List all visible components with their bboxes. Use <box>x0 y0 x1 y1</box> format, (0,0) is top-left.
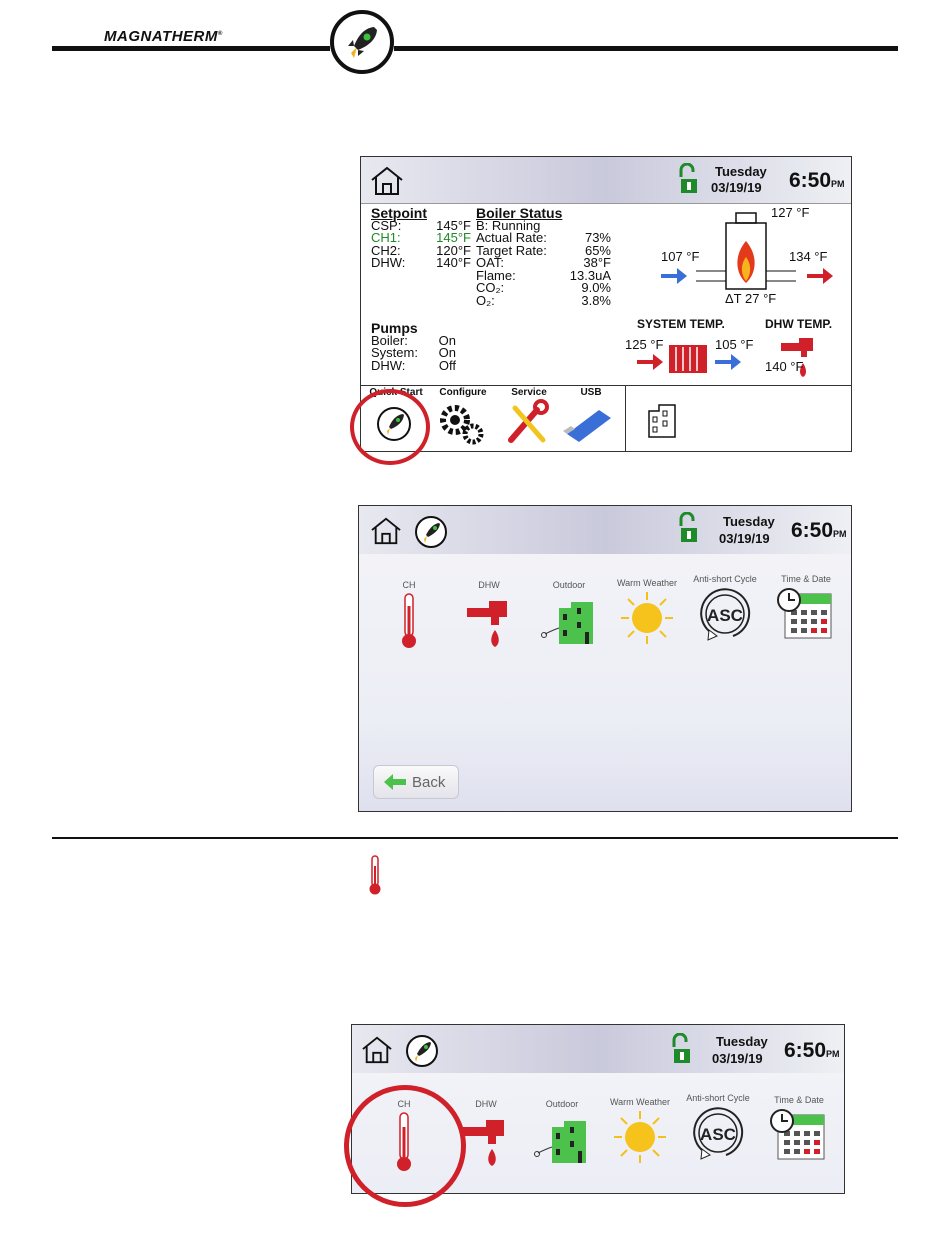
weekday: Tuesday <box>715 164 767 179</box>
pump-row: Boiler: On <box>371 332 456 348</box>
boiler-status-panel <box>476 207 611 307</box>
ch-item-anti-short-cycle[interactable]: Anti-short Cycle ASC <box>686 1093 750 1179</box>
top-temp: 127 °F <box>771 205 810 220</box>
ch-item-dhw[interactable]: DHW <box>456 1099 516 1179</box>
setpoint-title: Setpoint <box>371 205 427 221</box>
brand-logo: MAGNATHERM® <box>104 28 223 45</box>
home-icon[interactable] <box>369 516 403 546</box>
home-icon[interactable] <box>369 165 405 197</box>
menu-usb[interactable]: USB <box>561 387 621 451</box>
system-temp-label: SYSTEM TEMP. <box>637 317 725 331</box>
quick-start-screen <box>358 505 852 812</box>
menu-divider <box>361 385 852 386</box>
date: 03/19/19 <box>712 1051 763 1066</box>
asc-cycle-icon <box>693 584 757 644</box>
unlock-icon[interactable] <box>670 1033 692 1065</box>
ch-item-warm-weather[interactable]: Warm Weather <box>608 1097 672 1179</box>
outdoor-sensor-icon <box>532 1109 592 1169</box>
quickstart-item-warm-weather[interactable]: Warm Weather <box>615 578 679 660</box>
outdoor-sensor-icon <box>539 590 599 650</box>
setpoint-panel <box>371 207 471 270</box>
inlet-temp: 107 °F <box>661 249 700 264</box>
quickstart-item-outdoor[interactable]: Outdoor <box>539 580 599 660</box>
highlight-circle-ch <box>344 1085 466 1207</box>
asc-cycle-icon <box>686 1103 750 1163</box>
back-arrow-icon <box>384 774 406 790</box>
pump-row: System: On <box>371 345 456 360</box>
unlock-icon[interactable] <box>677 163 699 195</box>
setpoint-row: CH2: 120°F <box>371 242 471 258</box>
setpoint-row: CSP: 145°F <box>371 217 471 233</box>
status-row: CO₂: 9.0% <box>476 280 611 295</box>
quickstart-item-ch[interactable]: CH <box>381 580 437 660</box>
asc-label: ASC <box>707 606 743 625</box>
ch-item-ch[interactable]: CH <box>376 1099 432 1179</box>
date: 03/19/19 <box>711 180 762 195</box>
status-top-bar <box>361 157 851 204</box>
dhw-temp-label: DHW TEMP. <box>765 317 833 331</box>
rocket-icon[interactable] <box>404 1033 440 1069</box>
status-row: O₂: 3.8% <box>476 292 611 308</box>
ch-item-time-date[interactable]: Time & Date <box>766 1095 832 1181</box>
section-divider <box>52 837 898 839</box>
boiler-status-title: Boiler Status <box>476 205 563 221</box>
clock: 6:50PM <box>784 1039 840 1062</box>
calendar-clock-icon <box>766 1105 832 1165</box>
setpoint-row: DHW: 140°F <box>371 255 471 270</box>
outlet-temp: 134 °F <box>789 249 828 264</box>
quickstart-item-time-date[interactable]: Time & Date <box>773 574 839 660</box>
delta-temp: ΔT 27 °F <box>725 291 777 306</box>
sun-icon <box>608 1107 672 1167</box>
weekday: Tuesday <box>723 514 775 529</box>
clock: 6:50PM <box>789 169 845 192</box>
quick-start-badge <box>330 10 394 74</box>
status-row: OAT: 38°F <box>476 255 611 270</box>
menu-service[interactable]: Service <box>501 387 557 451</box>
status-screen <box>360 156 852 452</box>
usb-drive-icon <box>561 398 621 448</box>
gears-icon <box>433 398 493 448</box>
back-label: Back <box>412 773 446 791</box>
back-button[interactable] <box>373 765 459 799</box>
menu-configure[interactable]: Configure <box>433 387 493 451</box>
menu-separator <box>625 385 626 452</box>
setpoint-row: CH1: 145°F <box>371 230 471 245</box>
pumps-panel <box>371 322 456 372</box>
quickstart-item-anti-short-cycle[interactable]: Anti-short Cycle ASC <box>693 574 757 660</box>
header-rule-right <box>394 46 898 51</box>
status-row: Actual Rate: 73% <box>476 230 611 245</box>
quickstart-item-dhw[interactable]: DHW <box>461 580 517 660</box>
home-icon[interactable] <box>360 1035 394 1065</box>
asc-label: ASC <box>700 1125 736 1144</box>
status-row: Flame: 13.3uA <box>476 267 611 283</box>
building-icon <box>645 401 679 441</box>
ch-item-outdoor[interactable]: Outdoor <box>532 1099 592 1179</box>
rocket-icon <box>334 14 390 70</box>
clock: 6:50PM <box>791 519 847 542</box>
header-rule-left <box>52 46 330 51</box>
boiler-state: B: Running <box>476 217 541 233</box>
highlight-circle-quick-start <box>350 389 430 465</box>
system-supply-temp: 125 °F <box>625 337 664 352</box>
weekday: Tuesday <box>716 1034 768 1049</box>
tools-icon <box>501 398 557 448</box>
thermometer-icon <box>381 590 437 650</box>
calendar-clock-icon <box>773 584 839 644</box>
menu-quick-start[interactable]: Quick Start <box>363 387 429 451</box>
sun-icon <box>615 588 679 648</box>
system-return-temp: 105 °F <box>715 337 754 352</box>
unlock-icon[interactable] <box>677 512 699 544</box>
status-row: Target Rate: 65% <box>476 242 611 258</box>
dhw-temp: 140 °F <box>765 359 804 374</box>
thermometer-icon <box>366 854 384 896</box>
rocket-icon[interactable] <box>413 514 449 550</box>
pumps-title: Pumps <box>371 320 418 336</box>
faucet-icon <box>461 590 517 654</box>
date: 03/19/19 <box>719 531 770 546</box>
pump-row: DHW: Off <box>371 357 456 373</box>
